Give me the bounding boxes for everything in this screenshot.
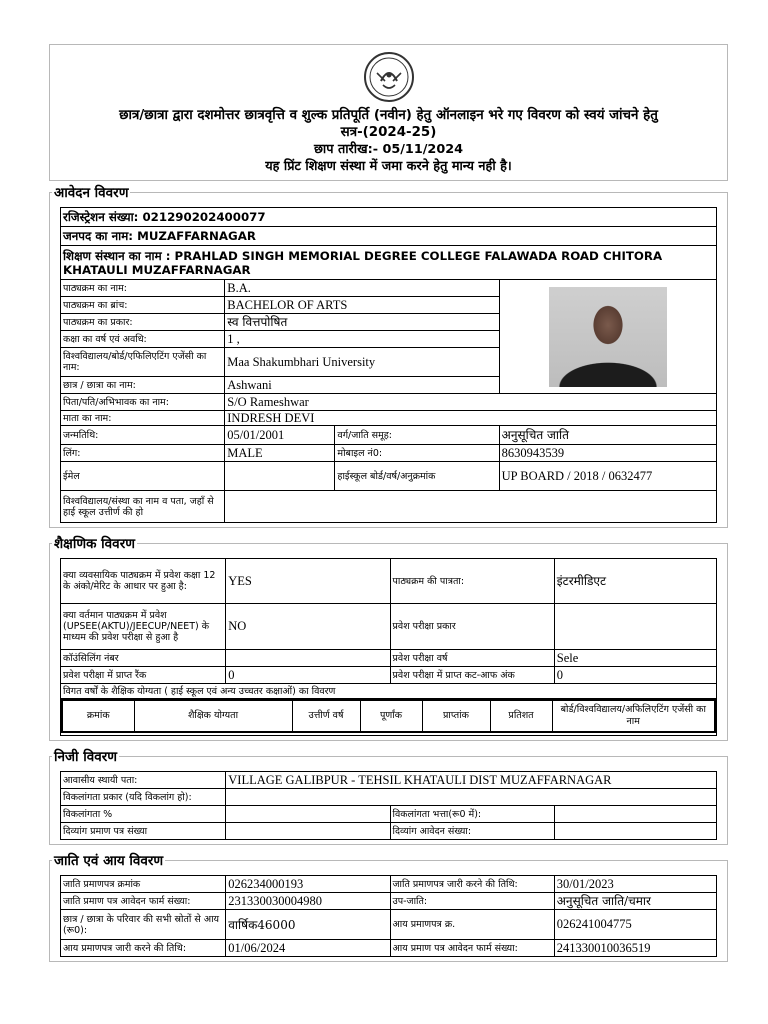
- highschool-value: UP BOARD / 2018 / 0632477: [499, 462, 716, 491]
- registration-number: रजिस्ट्रेशन संख्या: 021290202400077: [61, 208, 717, 227]
- print-note: यह प्रिंट शिक्षण संस्था में जमा करने हेतु मान्य नही है।: [265, 159, 512, 174]
- caste-certificate-label: जाति प्रमाणपत्र क्रमांक: [61, 876, 226, 893]
- income-issue-date-label: आय प्रमाणपत्र जारी करने की तिथि:: [61, 940, 226, 957]
- personal-details-section: [49, 747, 728, 845]
- highschool-institution-value: [225, 491, 717, 523]
- caste-form-value: 231330030004980: [226, 893, 390, 910]
- class-year-value: 1 ,: [225, 331, 499, 348]
- past-qualification-cell: [61, 699, 717, 736]
- print-date: छाप तारीख:- 05/11/2024: [313, 142, 464, 157]
- document-page: [49, 44, 728, 962]
- professional-admission-label: क्या व्यवसायिक पाठ्यक्रम में प्रवेश कक्षा 12 के अंको/मेरिट के आधार पर हुआ है:: [61, 559, 226, 604]
- entrance-admission-value: NO: [226, 604, 390, 650]
- exam-type-label: प्रवेश परीक्षा प्रकार: [390, 604, 554, 650]
- income-certificate-label: आय प्रमाणपत्र क्र.: [390, 910, 554, 940]
- personal-table: [60, 771, 717, 840]
- disability-percent-value: [226, 806, 390, 823]
- caste-income-table: [60, 875, 717, 957]
- gender-label: लिंग:: [61, 445, 225, 462]
- income-form-value: 241330010036519: [554, 940, 716, 957]
- caste-income-section: [49, 851, 728, 962]
- student-name-value: Ashwani: [225, 377, 499, 394]
- application-legend: आवेदन विवरण: [54, 185, 129, 201]
- form-title: छात्र/छात्रा द्वारा दशमोत्तर छात्रवृत्ति व शुल्क प्रतिपूर्ति (नवीन) हेतु ऑनलाइन भरे गए विवरण को स्वयं जांचने हेतु: [119, 108, 658, 123]
- disability-allowance-value: [554, 806, 716, 823]
- header-pass-year: उत्तीर्ण वर्ष: [292, 700, 360, 732]
- academic-table: [60, 558, 717, 736]
- institution-name: शिक्षण संस्थान का नाम : PRAHLAD SINGH MEMORIAL DEGREE COLLEGE FALAWADA ROAD CHITORA KHATAULI MUZAFFARNAGAR: [61, 246, 717, 280]
- header-percentage: प्रतिशत: [490, 700, 552, 732]
- subcaste-label: उप-जाति:: [390, 893, 554, 910]
- caste-income-legend: जाति एवं आय विवरण: [54, 853, 164, 869]
- family-income-label: छात्र / छात्रा के परिवार की सभी स्रोतों से आय (रू0):: [61, 910, 226, 940]
- course-branch-value: BACHELOR OF ARTS: [225, 297, 499, 314]
- university-label: विश्वविद्यालय/बोर्ड/एफिलिएटिंग एजेंसी का नाम:: [61, 348, 225, 377]
- caste-issue-date-label: जाति प्रमाणपत्र जारी करने की तिथि:: [390, 876, 554, 893]
- mother-label: माता का नाम:: [61, 411, 225, 426]
- caste-group-label: वर्ग/जाति समूह:: [335, 426, 499, 445]
- header-board-name: बोर्ड/विश्वविद्यालय/अफिलिएटिंग एजेंसी का नाम: [552, 700, 715, 732]
- exam-year-label: प्रवेश परीक्षा वर्ष: [390, 650, 554, 667]
- caste-certificate-value: 026234000193: [226, 876, 390, 893]
- student-photo: [549, 287, 667, 387]
- cutoff-label: प्रवेश परीक्षा में प्राप्त कट-आफ अंक: [390, 667, 554, 684]
- disability-type-value: [226, 789, 717, 806]
- mobile-label: मोबाइल नं0:: [335, 445, 499, 462]
- highschool-institution-label: विश्वविद्यालय/संस्था का नाम व पता, जहाँ से हाई स्कूल उत्तीर्ण की हो: [61, 491, 225, 523]
- class-year-label: कक्षा का वर्ष एवं अवधि:: [61, 331, 225, 348]
- academic-details-section: [49, 534, 728, 741]
- exam-year-value: Sele: [554, 650, 716, 667]
- up-government-seal-icon: [359, 51, 419, 103]
- header-max-marks: पूर्णांक: [360, 700, 422, 732]
- header-qualification: शैक्षिक योग्यता: [134, 700, 292, 732]
- address-value: VILLAGE GALIBPUR - TEHSIL KHATAULI DIST MUZAFFARNAGAR: [226, 772, 717, 789]
- caste-issue-date-value: 30/01/2023: [554, 876, 716, 893]
- email-label: ईमेल: [61, 462, 225, 491]
- rank-value: 0: [226, 667, 390, 684]
- disability-application-label: दिव्यांग आवेदन संख्या:: [390, 823, 554, 840]
- disability-certificate-value: [226, 823, 390, 840]
- disability-type-label: विकलांगता प्रकार (यदि विकलांग हो):: [61, 789, 226, 806]
- highschool-label: हाईस्कूल बोर्ड/वर्ष/अनुक्रमांक: [335, 462, 499, 491]
- university-value: Maa Shakumbhari University: [225, 348, 499, 377]
- dob-value: 05/01/2001: [225, 426, 335, 445]
- student-name-label: छात्र / छात्रा का नाम:: [61, 377, 225, 394]
- email-value: [225, 462, 335, 491]
- family-income-value: वार्षिक46000: [226, 910, 390, 940]
- session-text: सत्र-(2024-25): [340, 125, 437, 140]
- mobile-value: 8630943539: [499, 445, 716, 462]
- application-table: [60, 207, 717, 523]
- course-type-value: स्व वित्तपोषित: [225, 314, 499, 331]
- gender-value: MALE: [225, 445, 335, 462]
- course-type-label: पाठ्यक्रम का प्रकार:: [61, 314, 225, 331]
- counselling-value: [226, 650, 390, 667]
- application-details-section: [49, 183, 728, 528]
- academic-legend: शैक्षणिक विवरण: [54, 536, 135, 552]
- rank-label: प्रवेश परीक्षा में प्राप्त रैंक: [61, 667, 226, 684]
- disability-allowance-label: विकलांगता भत्ता(रू0 में):: [390, 806, 554, 823]
- exam-type-value: [554, 604, 716, 650]
- header-obtained-marks: प्राप्तांक: [422, 700, 490, 732]
- eligibility-value: इंटरमीडिएट: [554, 559, 716, 604]
- disability-application-value: [554, 823, 716, 840]
- income-form-label: आय प्रमाण पत्र आवेदन फार्म संख्या:: [390, 940, 554, 957]
- past-qualification-caption: विगत वर्षों के शैक्षिक योग्यता ( हाई स्कूल एवं अन्य उच्चतर कक्षाओं) का विवरण: [61, 684, 717, 699]
- past-qualification-table: [61, 699, 716, 733]
- address-label: आवासीय स्थायी पता:: [61, 772, 226, 789]
- mother-value: INDRESH DEVI: [225, 411, 717, 426]
- entrance-admission-label: क्या वर्तमान पाठ्यक्रम में प्रवेश (UPSEE(AKTU)/JEECUP/NEET) के माध्यम की प्रवेश परीक्षा से हुआ है: [61, 604, 226, 650]
- disability-certificate-label: दिव्यांग प्रमाण पत्र संख्या: [61, 823, 226, 840]
- course-branch-label: पाठ्यक्रम का ब्रांच:: [61, 297, 225, 314]
- header-serial: क्रमांक: [62, 700, 134, 732]
- guardian-label: पिता/पति/अभिभावक का नाम:: [61, 394, 225, 411]
- income-issue-date-value: 01/06/2024: [226, 940, 390, 957]
- photo-cell: [499, 280, 716, 394]
- counselling-label: कॉउंसिलिंग नंबर: [61, 650, 226, 667]
- dob-label: जन्मतिथि:: [61, 426, 225, 445]
- course-name-label: पाठ्यक्रम का नाम:: [61, 280, 225, 297]
- course-name-value: B.A.: [225, 280, 499, 297]
- district-name: जनपद का नाम: MUZAFFARNAGAR: [61, 227, 717, 246]
- disability-percent-label: विकलांगता %: [61, 806, 226, 823]
- income-certificate-value: 026241004775: [554, 910, 716, 940]
- cutoff-value: 0: [554, 667, 716, 684]
- header-box: [49, 44, 728, 181]
- caste-group-value: अनुसूचित जाति: [499, 426, 716, 445]
- subcaste-value: अनुसूचित जाति/चमार: [554, 893, 716, 910]
- professional-admission-value: YES: [226, 559, 390, 604]
- personal-legend: निजी विवरण: [54, 749, 117, 765]
- eligibility-label: पाठ्यक्रम की पात्रता:: [390, 559, 554, 604]
- caste-form-label: जाति प्रमाण पत्र आवेदन फार्म संख्या:: [61, 893, 226, 910]
- guardian-value: S/O Rameshwar: [225, 394, 717, 411]
